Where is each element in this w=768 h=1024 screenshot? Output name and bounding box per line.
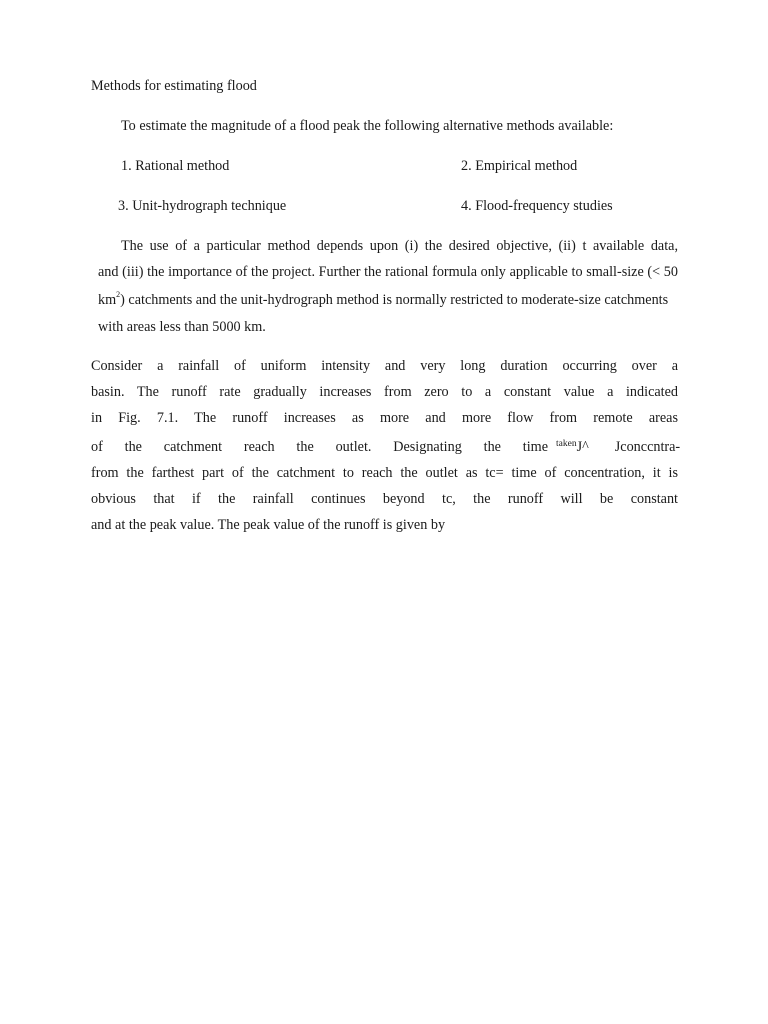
para1-line-3-rest: ) catchments and the unit-hydrograph method is normally restricted to moderate-size catchments [120,292,669,308]
para2-line-4-pre: of the catchment reach the outlet. Designating the time [91,439,548,455]
para2-line-1: Consider a rainfall of uniform intensity and very long duration occurring over a [91,358,678,374]
jconccntra-fragment: Jconccntra- [614,439,681,455]
para2-line-5: from the farthest part of the catchment to reach the outlet as tc= time of concentration, it is [91,465,678,481]
para2-line-4 [91,438,681,458]
para2-line-3: in Fig. 7.1. The runoff increases as more and more flow from remote areas [91,410,678,426]
para1-line-3 [98,291,678,309]
para2-line-7: and at the peak value. The peak value of the runoff is given by [91,517,446,533]
section-heading: Methods for estimating flood [91,78,257,94]
para1-line-4: with areas less than 5000 km. [98,319,266,335]
intro-text: To estimate the magnitude of a flood peak the following alternative methods available: [121,118,614,134]
para2-line-2: basin. The runoff rate gradually increases from zero to a constant value a indicated [91,384,678,400]
method-item-4: 4. Flood-frequency studies [461,198,613,214]
method-item-2: 2. Empirical method [461,158,578,174]
para1-line-2: and (iii) the importance of the project. Further the rational formula only applicable to small-size (< 50 [98,264,678,280]
km-unit: km [98,292,117,308]
para2-line-6: obvious that if the rainfall continues beyond tc, the runoff will be constant [91,491,678,507]
km-superscript: 2 [116,290,121,300]
taken-fragment: taken [556,439,577,449]
method-item-3: 3. Unit-hydrograph technique [118,198,287,214]
para1-line-1: The use of a particular method depends upon (i) the desired objective, (ii) t available data, [121,238,678,254]
method-item-1: 1. Rational method [121,158,230,174]
j-fragment: J^ [576,439,589,455]
